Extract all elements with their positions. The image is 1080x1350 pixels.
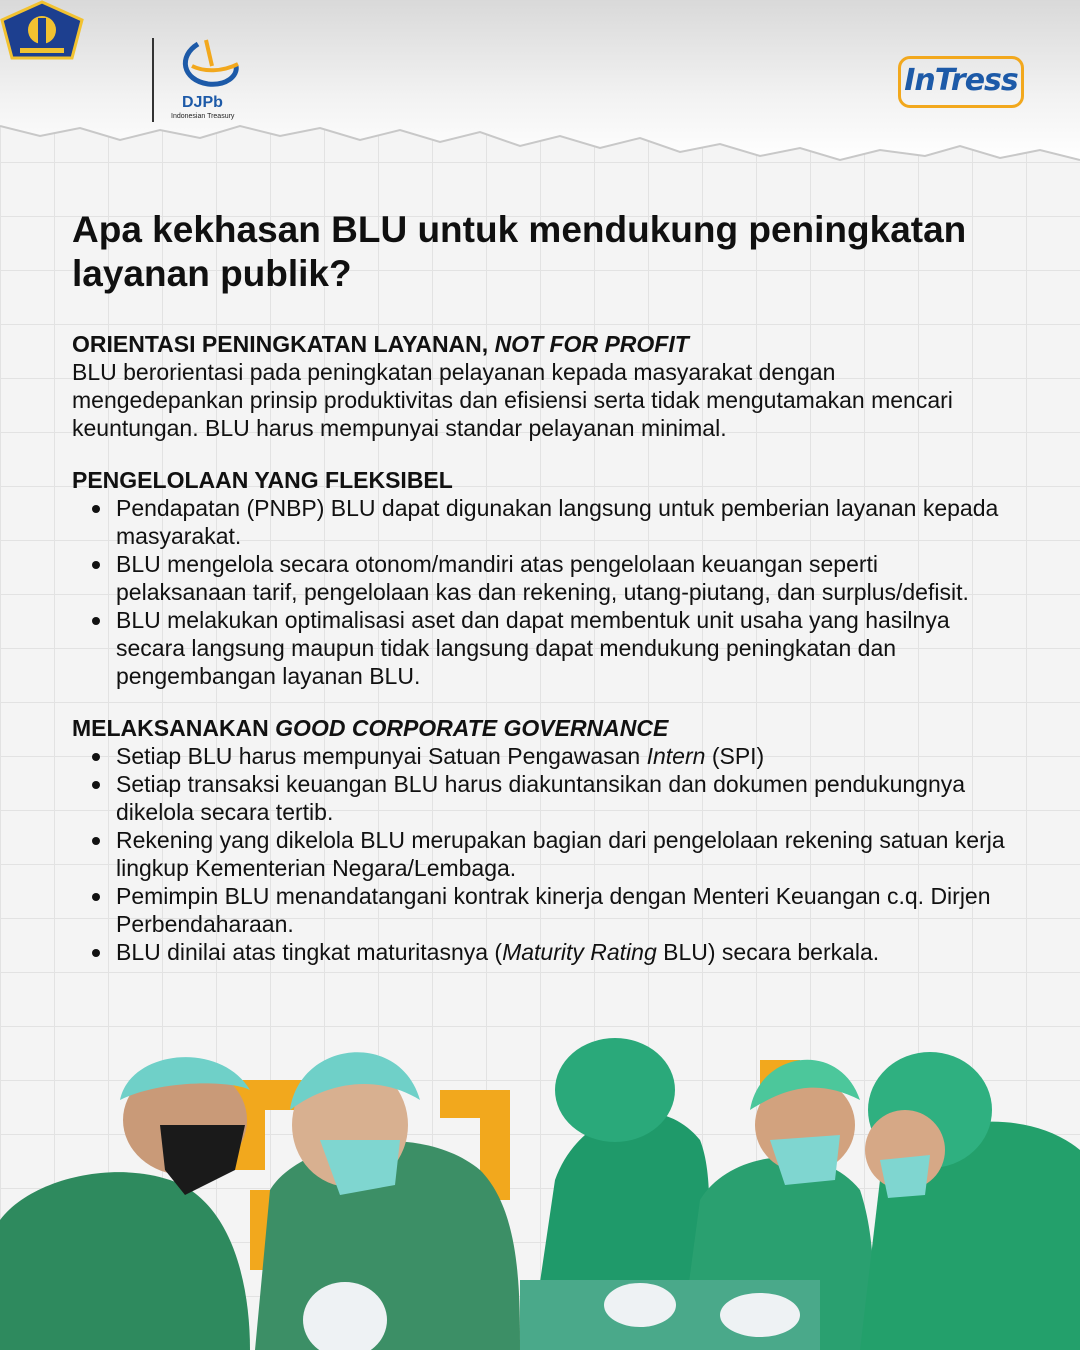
list-item: Rekening yang dikelola BLU merupakan bagian dari pengelolaan rekening satuan kerja lingkup Kementerian Negara/Lembaga. [116,826,1012,882]
main-content [72,208,1012,990]
bullet-list [72,742,1012,966]
list-item: BLU mengelola secara otonom/mandiri atas pengelolaan keuangan seperti pelaksanaan tarif, pengelolaan kas dan rekening, utang-piutang, dan surplus/defisit. [116,550,1012,606]
djpb-logo [168,36,258,126]
djpb-logo-subtext: Indonesian Treasury [171,113,235,120]
header-torn-paper [0,0,1080,175]
section-gcg [72,714,1012,966]
kemenkeu-logo [0,0,84,64]
section-heading: PENGELOLAAN YANG FLEKSIBEL [72,467,453,493]
section-pengelolaan [72,466,1012,690]
section-heading: MELAKSANAKAN GOOD CORPORATE GOVERNANCE [72,715,669,741]
page-title: Apa kekhasan BLU untuk mendukung peningkatan layanan publik? [72,209,967,294]
intress-logo: InTress [898,56,1024,108]
section-orientasi [72,330,1012,442]
section-paragraph: BLU berorientasi pada peningkatan pelayanan kepada masyarakat dengan mengedepankan prinsip produktivitas dan efisiensi serta tidak mengutamakan mencari keuntungan. BLU harus mempunyai standar pelayanan minimal. [72,359,953,441]
list-item: BLU dinilai atas tingkat maturitasnya (Maturity Rating BLU) secara berkala. [116,938,1012,966]
djpb-logo-text: DJPb [182,94,223,111]
bullet-list [72,494,1012,690]
list-item: Setiap transaksi keuangan BLU harus diakuntansikan dan dokumen pendukungnya dikelola secara tertib. [116,770,1012,826]
list-item: Pemimpin BLU menandatangani kontrak kinerja dengan Menteri Keuangan c.q. Dirjen Perbendaharaan. [116,882,1012,938]
surgeons-photo [0,1030,1080,1350]
list-item: Setiap BLU harus mempunyai Satuan Pengawasan Intern (SPI) [116,742,1012,770]
section-heading: ORIENTASI PENINGKATAN LAYANAN, NOT FOR PROFIT [72,331,689,357]
list-item: Pendapatan (PNBP) BLU dapat digunakan langsung untuk pemberian layanan kepada masyarakat. [116,494,1012,550]
list-item: BLU melakukan optimalisasi aset dan dapat membentuk unit usaha yang hasilnya secara langsung maupun tidak langsung dapat mendukung peningkatan dan pengembangan layanan BLU. [116,606,1012,690]
logo-divider [152,38,154,122]
